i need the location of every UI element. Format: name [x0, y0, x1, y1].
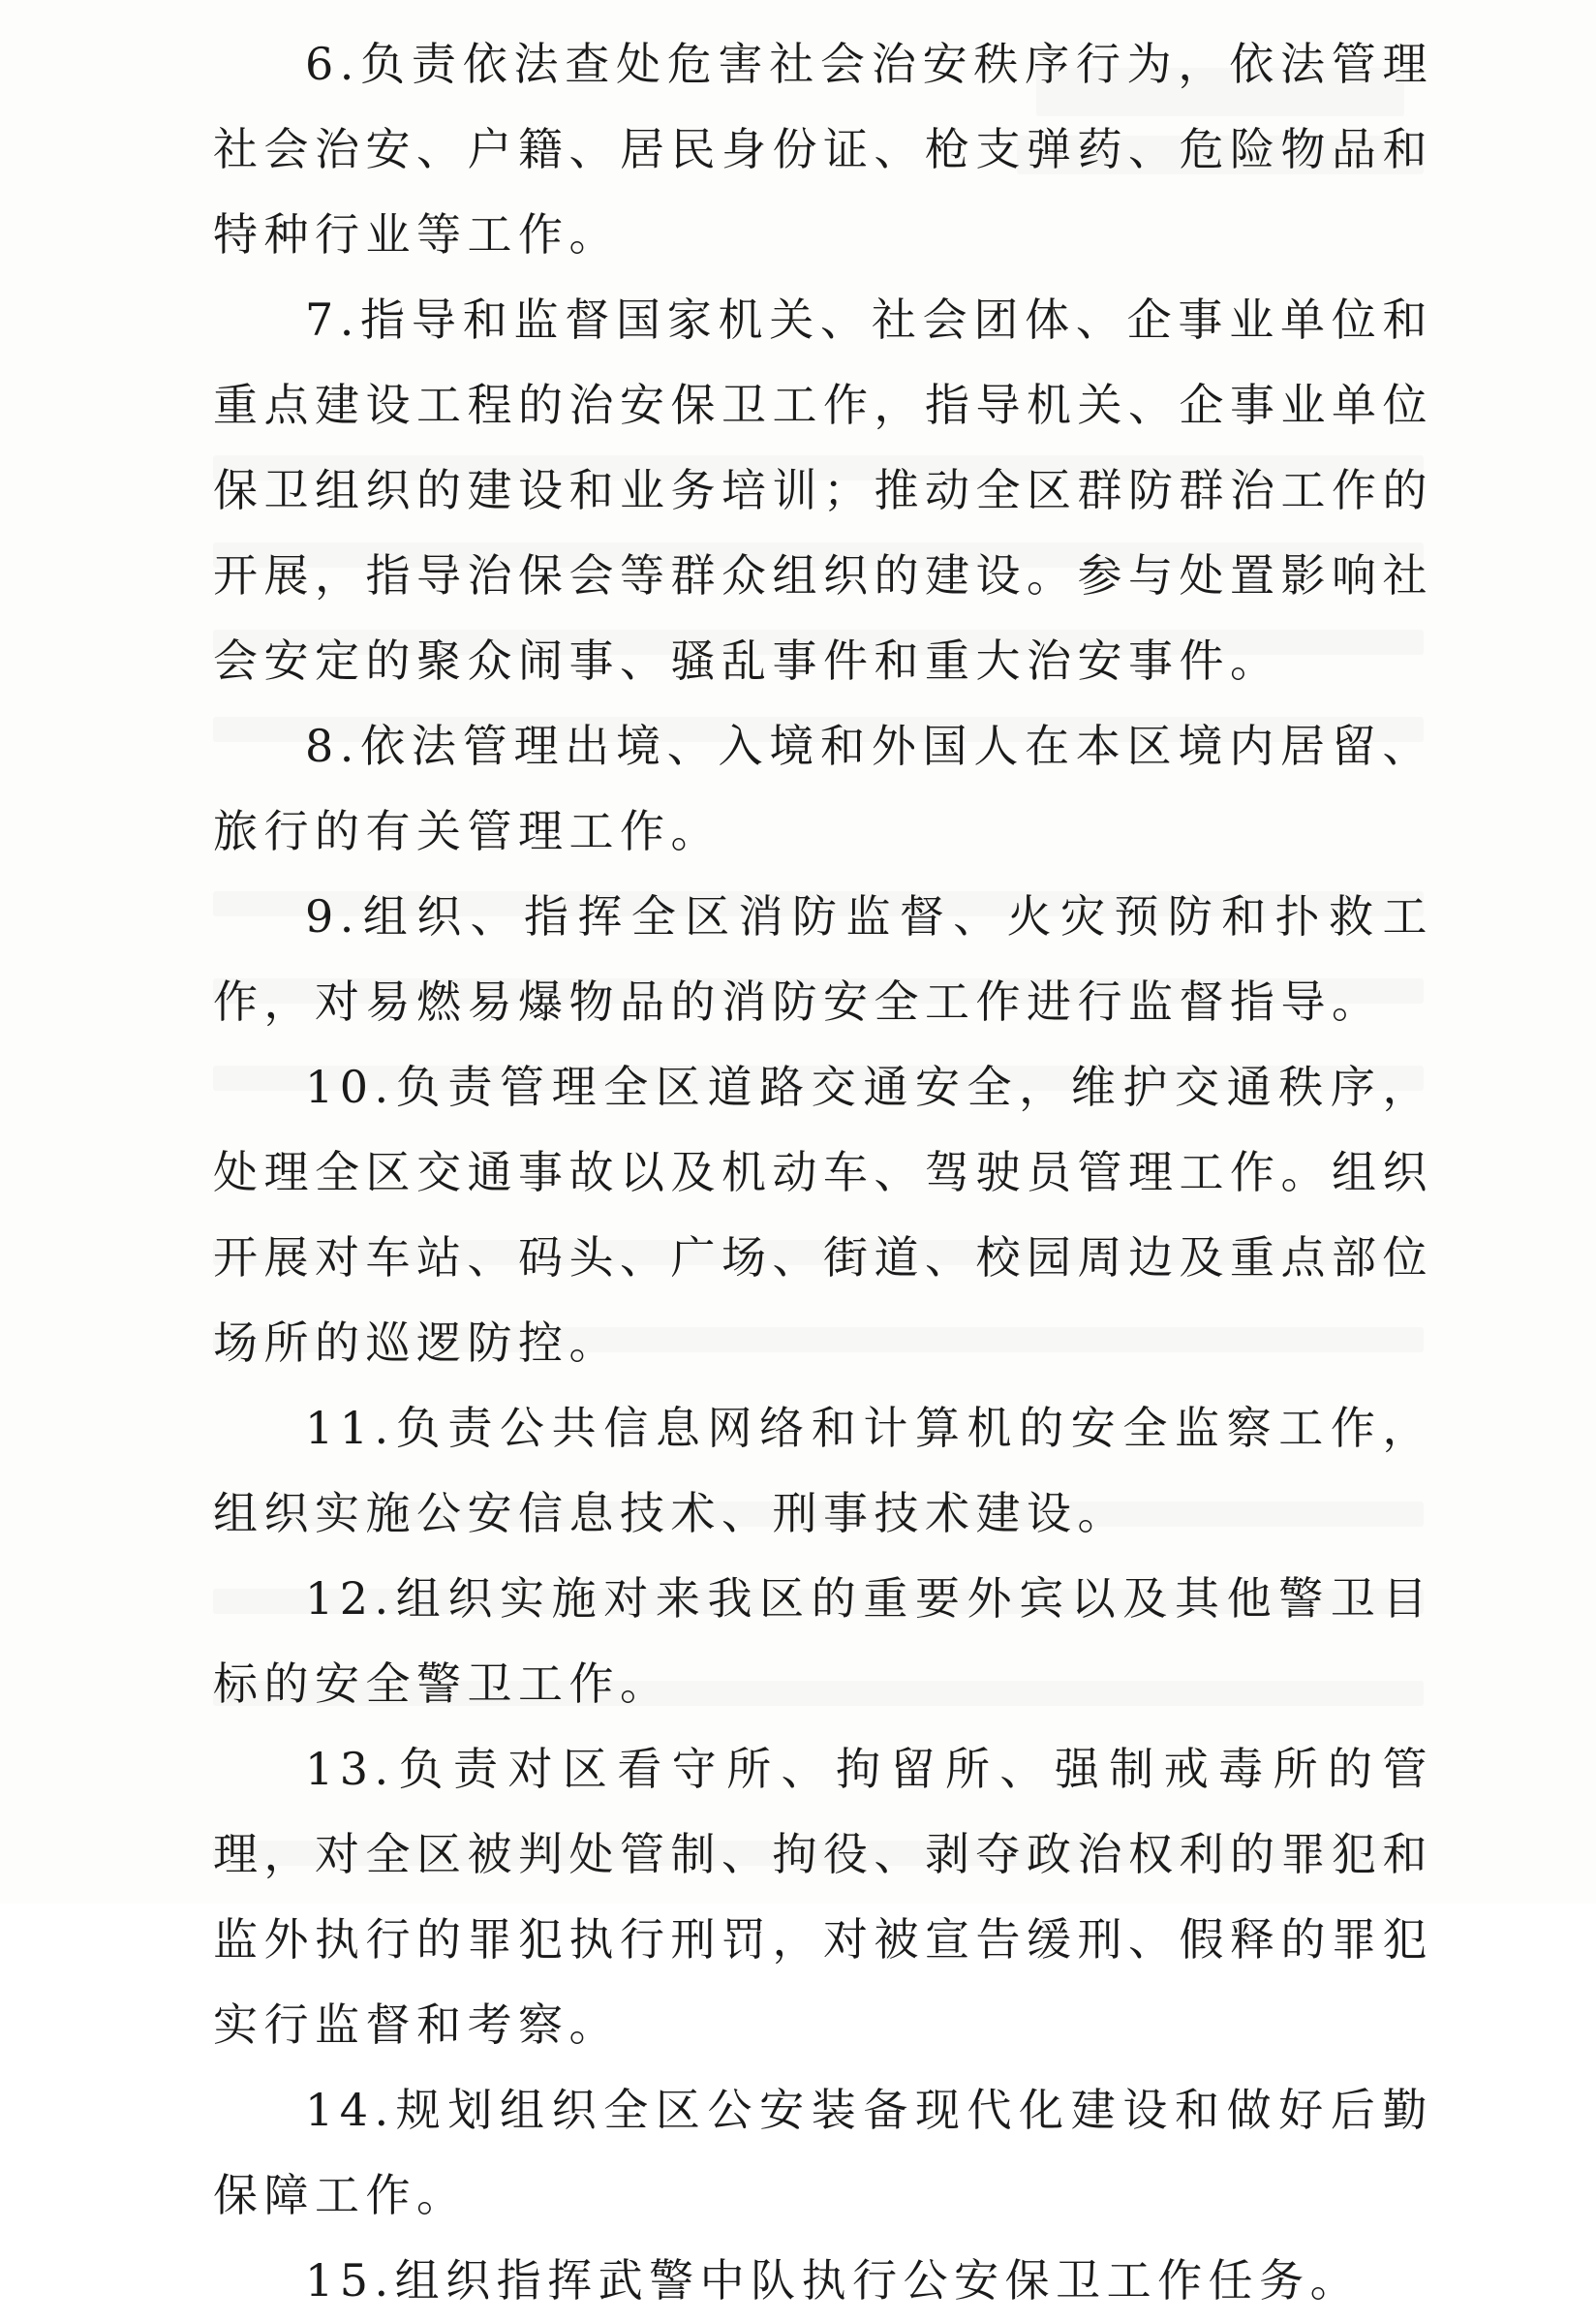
paragraph-14: 14.规划组织全区公安装备现代化建设和做好后勤保障工作。 [213, 2084, 1433, 2221]
paragraph-10: 10.负责管理全区道路交通安全，维护交通秩序，处理全区交通事故以及机动车、驾驶员管理工作。组织开展对车站、码头、广场、街道、校园周边及重点部位场所的巡逻防控。 [213, 1061, 1433, 1369]
paragraph-6: 6.负责依法查处危害社会治安秩序行为，依法管理社会治安、户籍、居民身份证、枪支弹药、危险物品和特种行业等工作。 [213, 38, 1433, 261]
paragraph-12: 12.组织实施对来我区的重要外宾以及其他警卫目标的安全警卫工作。 [213, 1572, 1433, 1710]
paragraph-15: 15.组织指挥武警中队执行公安保卫工作任务。 [305, 2254, 1362, 2307]
paragraph-11: 11.负责公共信息网络和计算机的安全监察工作，组织实施公安信息技术、刑事技术建设。 [213, 1402, 1433, 1539]
document-body [213, 21, 1433, 2323]
paragraph-8: 8.依法管理出境、入境和外国人在本区境内居留、旅行的有关管理工作。 [213, 720, 1433, 857]
paragraph-13: 13.负责对区看守所、拘留所、强制戒毒所的管理，对全区被判处管制、拘役、剥夺政治权利的罪犯和监外执行的罪犯执行刑罚，对被宣告缓刑、假释的罪犯实行监督和考察。 [213, 1743, 1433, 2051]
paragraph-7: 7.指导和监督国家机关、社会团体、企事业单位和重点建设工程的治安保卫工作，指导机关、企事业单位保卫组织的建设和业务培训；推动全区群防群治工作的开展，指导治保会等群众组织的建设。参与处置影响社会安定的聚众闹事、骚乱事件和重大治安事件。 [213, 294, 1433, 687]
paragraph-9: 9.组织、指挥全区消防监督、火灾预防和扑救工作，对易燃易爆物品的消防安全工作进行监督指导。 [213, 890, 1433, 1028]
